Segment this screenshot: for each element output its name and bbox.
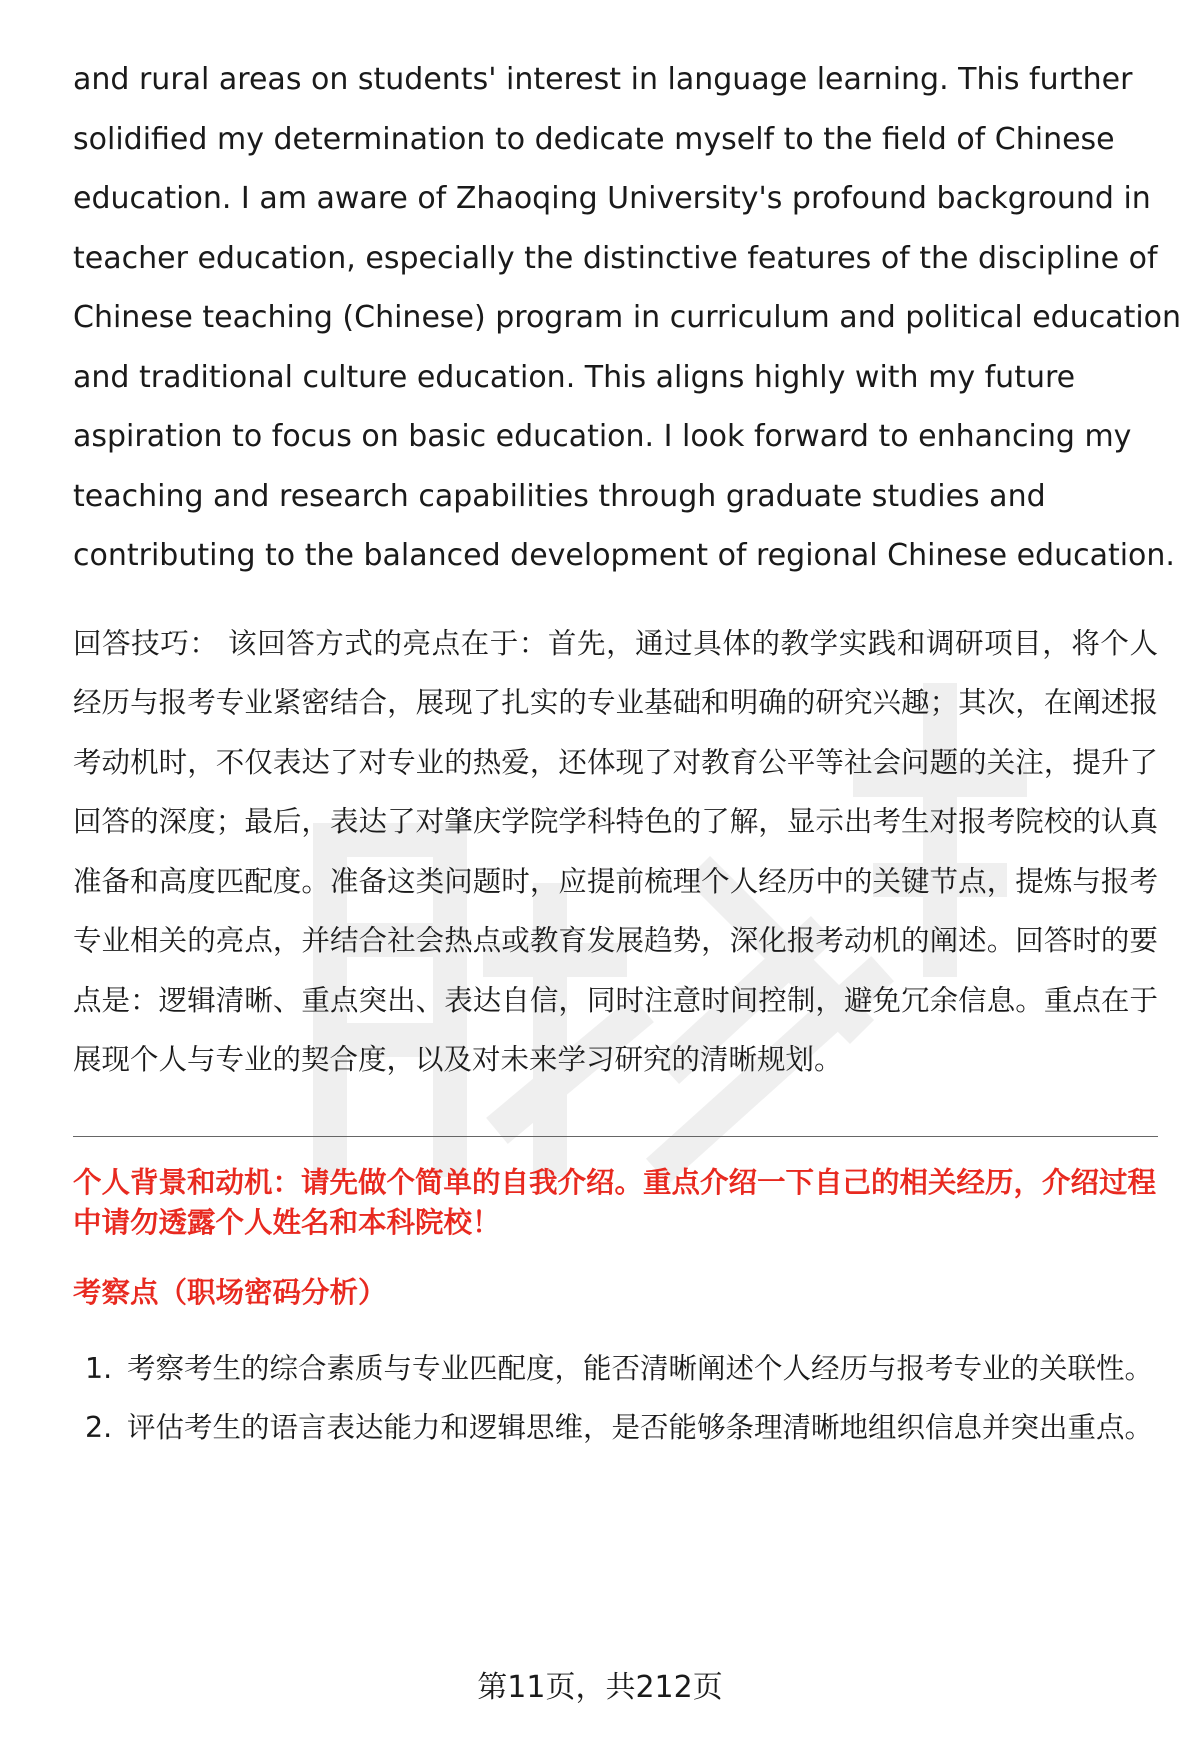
page-footer: 第11页，共212页 (477, 1670, 723, 1705)
list-item-number: 1. (85, 1351, 113, 1385)
section-divider (73, 1136, 1158, 1137)
list-item-text: 评估考生的语言表达能力和逻辑思维，是否能够条理清晰地组织信息并突出重点。 (127, 1411, 1154, 1444)
answer-line: Chinese teaching (Chinese) program in curriculum and political education (73, 300, 1182, 335)
answer-line: solidified my determination to dedicate myself to the field of Chinese (73, 121, 1115, 157)
answer-tip-paragraph: 回答技巧： 该回答方式的亮点在于：首先，通过具体的教学实践和调研项目，将个人经历与报考专业紧密结合，展现了扎实的专业基础和明确的研究兴趣；其次，在阐述报考动机时，不仅表达了对专业的热爱，还体现了对教育公平等社会问题的关注，提升了回答的深度；最后，表达了对肇庆学院学科特色的了解，显示出考生对报考院校的认真准备和高度匹配度。准备这类问题时，应提前梳理个人经历中的关键节点，提炼与报考专业相关的亮点，并结合社会热点或教育发展趋势，深化报考动机的阐述。回答时的要点是：逻辑清晰、重点突出、表达自信，同时注意时间控制，避免冗余信息。重点在于展现个人与专业的契合度，以及对未来学习研究的清晰规划。 (73, 626, 1158, 1076)
list-item (73, 1398, 1158, 1458)
answer-line: contributing to the balanced development of regional Chinese education. (73, 538, 1175, 573)
answer-line: education. I am aware of Zhaoqing University's profound background in (73, 181, 1151, 216)
answer-line: aspiration to focus on basic education. I look forward to enhancing my (73, 419, 1132, 454)
answer-line: teacher education, especially the distinctive features of the discipline of (73, 240, 1158, 276)
question-heading: 个人背景和动机：请先做个简单的自我介绍。重点介绍一下自己的相关经历，介绍过程中请勿透露个人姓名和本科院校！ (73, 1165, 1157, 1239)
exam-points-title: 考察点（职场密码分析） (73, 1275, 387, 1309)
list-item-number: 2. (85, 1411, 113, 1444)
answer-line: and traditional culture education. This aligns highly with my future (73, 359, 1076, 395)
answer-line: and rural areas on students' interest in language learning. This further (73, 62, 1133, 97)
list-item (73, 1339, 1158, 1399)
exam-points-list (73, 1339, 1158, 1458)
answer-line: teaching and research capabilities through graduate studies and (73, 478, 1046, 514)
answer-english-paragraph (73, 50, 1182, 586)
list-item-text: 考察考生的综合素质与专业匹配度，能否清晰阐述个人经历与报考专业的关联性。 (127, 1351, 1154, 1385)
page-content (73, 50, 1182, 1458)
